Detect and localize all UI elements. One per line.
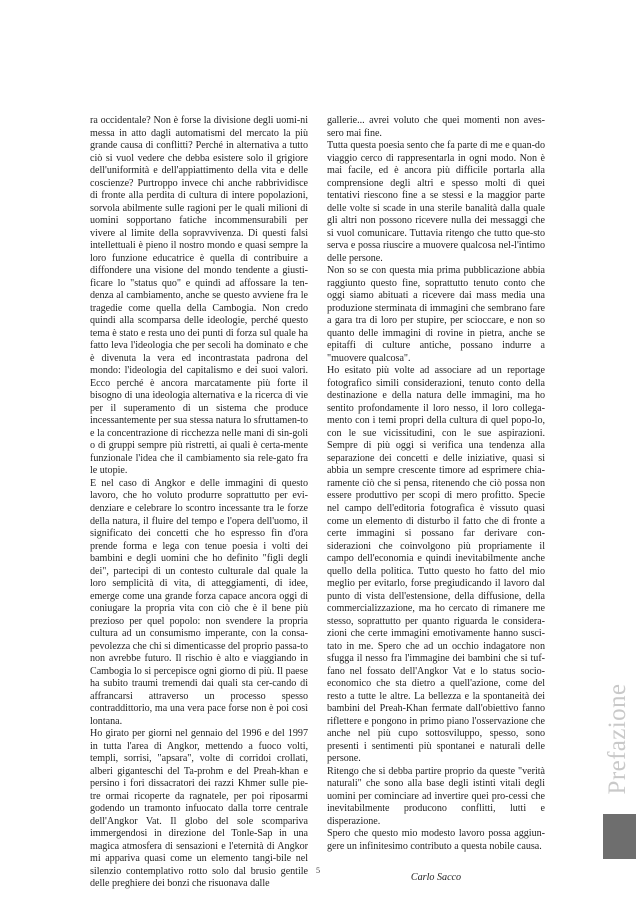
paragraph: E nel caso di Angkor e delle immagini di questo lavoro, che ho voluto produrre soprattutto per evi-denziare e celebrare lo scontro incessante tra le forze della natura, il fluire del tempo e l'opera dell'uomo, il significato dei concetti che ho espresso fin d'ora prende forma e lega con tenue poesia i volti dei bambini e degli uomini che ho definito "figli degli dei", partecipi di un contesto culturale dal quale la loro semplicità di vita, di atteggiamenti, di idee, emerge come una grande forza capace ancora oggi di coniugare la propria vita con ciò che è il bene più prezioso per quel popolo: non svendere la propria cultura ad un consumismo imperante, con la consa-pevolezza che chi si dimenticasse del proprio passa-to non avrebbe futuro. Il rischio è alto e viaggiando in Cambogia lo si percepisce ogni giorno di più. Il paese ha subito traumi tremendi dai quali sta cer-cando di affrancarsi attraverso un processo spesso contraddittorio, ma una vera pace forse non è poi così lontana. [90,477,308,727]
paragraph: Non so se con questa mia prima pubblicazione abbia raggiunto questo fine, soprattutto tenuto conto che oggi siamo abituati a ricevere dai mass media una produzione sterminata di immagini che sembrano fare a gara tra di loro per stupire, per scioccare, e non so quanto delle immagini di rovine in pietra, anche se epitaffi di culture antiche, possano indurre a "muovere qualcosa". [327,265,545,364]
side-tab-accent-block [603,814,636,859]
side-tab-label: Prefazione [604,683,631,795]
text-columns [90,115,545,890]
paragraph: gallerie... avrei voluto che quei momenti non aves-sero mai fine. [327,115,545,139]
right-text-column [327,115,545,885]
paragraph: Ho esitato più volte ad associare ad un reportage fotografico simili considerazioni, tenuto conto della destinazione e della natura delle immagini, ma ho sentito profondamente il loro nesso, il loro collega-mento con i temi propri della cultura di quel popo-lo, con le sue vicissitudini, con le sue aspirazioni. Sempre di più oggi si verifica una tendenza alla separazione dei concetti e delle iniziative, quasi si abbia un sempre crescente timore ad esprimere chia-ramente ciò che si pensa, ritenendo che ciò possa non essere produttivo per scopi di mero profitto. Specie nel campo dell'editoria fotografica è vissuto quasi come un elemento di disturbo il fatto che di fronte a certe immagini si possano far derivare con-siderazioni che coinvolgono più propriamente il campo dell'economia e quindi inevitabilmente anche quello della politica. Tutto questo ho fatto del mio meglio per evitarlo, forse pregiudicando il lavoro dal punto di vista dell'estensione, della diffusione, della commercializzazione, ma ho cercato di rimanere me stesso, soprattutto per quanto riguarda le considera-zioni che certe immagini emotivamente hanno susci-tato in me. Spero che ad un occhio indagatore non sfugga il nesso fra l'immagine dei bambini che si tuf-fano nel fossato dell'Angkor Vat e lo status socio-economico che sta dietro a quell'azione, come del resto a tutte le altre. La bellezza e la spontaneità dei bambini del Preah-Khan fermate dall'obiettivo fanno riflettere e pongono in primo piano l'osservazione che anche nel più cupo sottosviluppo, spesso, sono presenti i sentimenti più spontanei e naturali delle persone. [327,365,545,765]
page-number: 5 [315,866,321,875]
left-text-column [90,115,308,891]
paragraph: Ritengo che si debba partire proprio da queste "verità naturali" che sono alla base degli istinti vitali degli uomini per cominciare ad invertire quei pro-cessi che inevitabilmente producono conflitti, lutti e disperazione. [327,765,545,827]
paragraph: Spero che questo mio modesto lavoro possa aggiun-gere un infinitesimo contributo a questa nobile causa. [327,828,545,852]
paragraph: Ho girato per giorni nel gennaio del 1996 e del 1997 in tutta l'area di Angkor, mettendo a fuoco volti, templi, sorrisi, "apsara", volte di corridoi crollati, alberi giganteschi del Ta-prohm e del Preah-khan e persino i fori dissacratori dei razzi Khmer sulle pie-tre ormai ricoperte da ragnatele, per poi riposarmi godendo un tramonto infuocato dalla torre centrale dell'Angkor Vat. Il globo del sole scompariva immergendosi in direzione del Tonle-Sap in una magica atmosfera di sensazioni e l'eternità di Angkor mi appariva quasi come un elemento tangi-bile nel silenzio contemplativo rotto solo dal brusio gentile delle preghiere dei bonzi che risuonava dalle [90,728,308,890]
paragraph: ra occidentale? Non è forse la divisione degli uomi-ni messa in atto dagli automatismi del mercato la più grande causa di conflitti? Perché in alternativa a tutto ciò si vuol vedere che debba esistere solo il grigiore dell'uniformità e dell'appiattimento della vita e delle coscienze? Purtroppo invece chi anche rabbrividisce di fronte alla perdita di cultura di intere popolazioni, sorvola abilmente sulle ragioni per le quali milioni di uomini sopportano fatiche incommensurabili per vivere al limite della sopravvivenza. Di questi falsi intellettuali è pieno il nostro mondo e quasi sempre la loro funzione educatrice è quella di contribuire a diffondere una visione del mondo tendente a giusti-ficare lo "status quo" e quindi ad affossare la ten-denza al cambiamento, anche se questo avviene fra le tragedie come quella della Cambogia. Non credo quindi alla scomparsa delle ideologie, perché questo tema è stato e resta uno dei punti di forza sul quale ha fatto leva l'ideologia che per secoli ha dominato e che è divenuta la vera ed incontrastata padrona del mondo: l'ideologia del capitalismo e dei suoi valori. Ecco perché è ancora marcatamente più forte il bisogno di una ideologia alternativa e la ricerca di vie per il superamento di un sistema che produce incessantemente per sua stessa natura lo sfruttamen-to e la concentrazione di ricchezza nelle mani di sin-goli o di gruppi sempre più ristretti, ai quali è certa-mente funzionale l'idea che il cambiamento sia rele-gato fra le utopie. [90,115,308,477]
author-signature: Carlo Sacco [410,872,462,884]
paragraph: Tutta questa poesia sento che fa parte di me e quan-do viaggio cerco di rappresentarla in ogni modo. Non è mai facile, ed è ancora più difficile portarla alla comprensione degli altri e spesso molti di quei tentativi riescono fine a se stessi e la maggior parte delle volte si scade in una sterile banalità dalla quale gli altri non possono ricevere nulla dei messaggi che si vuol comunicare. Tuttavia ritengo che tutto que-sto serva e possa riuscire a muovere qualcosa nel-l'intimo delle persone. [327,140,545,264]
